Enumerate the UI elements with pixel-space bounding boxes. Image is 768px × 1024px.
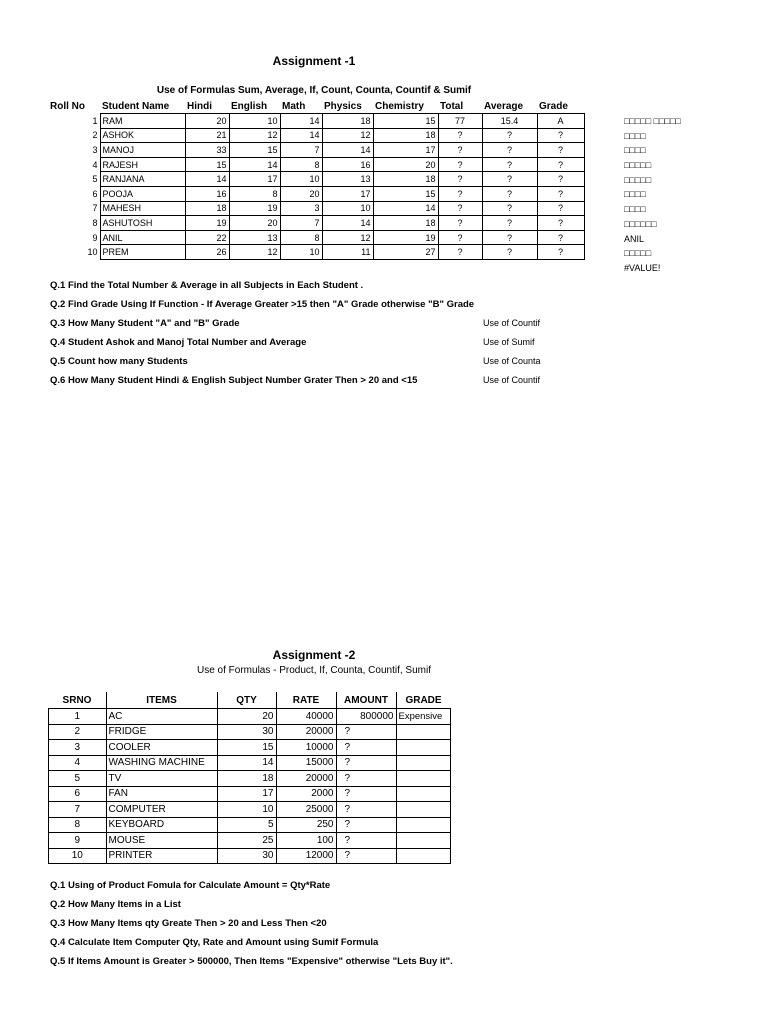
table-cell: ?: [482, 186, 537, 201]
header-math: Math: [282, 100, 306, 112]
table-cell: ?: [438, 143, 482, 158]
table-cell: 13: [229, 230, 280, 245]
table-cell: 100: [276, 833, 336, 849]
table-cell: 5: [49, 771, 107, 787]
table-cell: ?: [336, 740, 396, 756]
table-cell: ?: [336, 802, 396, 818]
table-cell: PRINTER: [106, 848, 217, 864]
table-cell: ?: [482, 245, 537, 260]
table-cell: 9: [92, 232, 98, 243]
table-cell: 5: [217, 817, 276, 833]
question: Q.3 How Many Items qty Greate Then > 20 and Less Then <20: [50, 918, 327, 929]
formula-note: Use of Sumif: [483, 337, 535, 347]
table-row: [48, 143, 584, 158]
table-cell: PREM: [100, 245, 185, 260]
table-cell: 18: [217, 771, 276, 787]
table-cell: ASHUTOSH: [100, 216, 185, 231]
formula-note: Use of Countif: [483, 375, 541, 385]
table-row: [49, 724, 451, 740]
table-row: [48, 245, 584, 260]
table-cell: 20000: [276, 771, 336, 787]
header-student-name: Student Name: [102, 100, 170, 112]
table-cell: ?: [482, 216, 537, 231]
table-cell: 14: [373, 201, 438, 216]
table-cell: [396, 755, 451, 771]
table-cell: 16: [322, 157, 373, 172]
table-cell: ?: [336, 724, 396, 740]
header-grade: GRADE: [396, 692, 451, 709]
table-cell: 1: [92, 115, 98, 126]
table-cell: 17: [322, 186, 373, 201]
table-cell: 7: [92, 203, 98, 214]
side-column: [624, 116, 681, 275]
question: Q.5 Count how many Students: [50, 356, 188, 367]
table-cell: 5: [92, 174, 98, 185]
table-row: [48, 128, 584, 143]
table-cell: 20: [217, 709, 276, 725]
table-cell: ?: [482, 172, 537, 187]
table-cell: 7: [280, 143, 322, 158]
table-cell: COOLER: [106, 740, 217, 756]
table-row: [48, 186, 584, 201]
assignment1-subtitle: Use of Formulas Sum, Average, If, Count, Counta, Countif & Sumif: [156, 85, 472, 96]
table-cell: 17: [229, 172, 280, 187]
side-cell: □□□□□□: [624, 218, 657, 229]
table-cell: ?: [336, 786, 396, 802]
table-cell: 8: [49, 817, 107, 833]
table-cell: 7: [280, 216, 322, 231]
table-cell: 22: [185, 230, 229, 245]
table-cell: A: [537, 114, 584, 129]
table-cell: 8: [280, 157, 322, 172]
side-cell: □□□□□: [624, 248, 652, 259]
table-cell: MANOJ: [100, 143, 185, 158]
table-cell: 17: [373, 143, 438, 158]
table-cell: 10: [49, 848, 107, 864]
table-row: [49, 771, 451, 787]
table-cell: 25000: [276, 802, 336, 818]
table-cell: 19: [185, 216, 229, 231]
table-row: [48, 230, 584, 245]
table-cell: 7: [49, 802, 107, 818]
table-cell: 16: [185, 186, 229, 201]
side-cell: ANIL: [624, 233, 645, 244]
table-row: [49, 817, 451, 833]
table-cell: 800000: [336, 709, 396, 725]
question: Q.2 Find Grade Using If Function - If Average Greater >15 then "A" Grade otherwise "B" Grade: [50, 299, 475, 310]
table-cell: 15000: [276, 755, 336, 771]
header-english: English: [231, 100, 268, 112]
side-cell: □□□□□: [624, 174, 652, 185]
table-cell: 19: [229, 201, 280, 216]
table-cell: [396, 802, 451, 818]
assignment2-title: Assignment -2: [272, 648, 356, 662]
table-cell: POOJA: [100, 186, 185, 201]
table-cell: 26: [185, 245, 229, 260]
table-cell: [396, 771, 451, 787]
table-cell: 18: [373, 172, 438, 187]
table-cell: 9: [49, 833, 107, 849]
header-items: ITEMS: [106, 692, 217, 709]
table-cell: [396, 833, 451, 849]
table-cell: KEYBOARD: [106, 817, 217, 833]
table-cell: 12: [229, 128, 280, 143]
question: Q.1 Find the Total Number & Average in all Subjects in Each Student .: [50, 280, 364, 291]
table-cell: 14: [280, 128, 322, 143]
header-srno: SRNO: [49, 692, 107, 709]
table-cell: 20000: [276, 724, 336, 740]
side-cell: □□□□□: [624, 160, 652, 171]
table-cell: 14: [217, 755, 276, 771]
table-cell: [396, 740, 451, 756]
table-cell: 1: [49, 709, 107, 725]
table-cell: ?: [438, 172, 482, 187]
question: Q.4 Student Ashok and Manoj Total Number and Average: [50, 337, 307, 348]
side-cell: □□□□: [624, 130, 646, 141]
table-cell: 14: [280, 114, 322, 129]
table-cell: 12: [229, 245, 280, 260]
table-row: [49, 848, 451, 864]
table-cell: ?: [537, 245, 584, 260]
table-cell: 33: [185, 143, 229, 158]
table-row: [48, 216, 584, 231]
table-cell: 14: [185, 172, 229, 187]
table-cell: 3: [49, 740, 107, 756]
table-header-row: [49, 692, 451, 709]
table-cell: 20: [373, 157, 438, 172]
table-cell: 11: [322, 245, 373, 260]
table-cell: ?: [537, 230, 584, 245]
table-cell: 10: [229, 114, 280, 129]
table-row: [49, 709, 451, 725]
table-cell: [396, 817, 451, 833]
table-cell: 20: [229, 216, 280, 231]
table-row: [49, 755, 451, 771]
table-cell: AC: [106, 709, 217, 725]
header-qty: QTY: [217, 692, 276, 709]
assignment2-subtitle: Use of Formulas - Product, If, Counta, Countif, Sumif: [197, 665, 431, 676]
table-cell: 77: [438, 114, 482, 129]
table-cell: ?: [537, 143, 584, 158]
table-cell: ?: [537, 201, 584, 216]
table-cell: 18: [373, 128, 438, 143]
question: Q.2 How Many Items in a List: [50, 899, 181, 910]
table-cell: ?: [482, 128, 537, 143]
table-cell: 10: [322, 201, 373, 216]
header-chemistry: Chemistry: [375, 100, 424, 112]
table-cell: 30: [217, 848, 276, 864]
question: Q.3 How Many Student "A" and "B" Grade: [50, 318, 240, 329]
table-cell: 2: [92, 130, 98, 141]
header-amount: AMOUNT: [336, 692, 396, 709]
table-cell: ?: [438, 230, 482, 245]
table-cell: 14: [322, 143, 373, 158]
header-roll-no: Roll No: [50, 100, 85, 112]
table-cell: 15.4: [482, 114, 537, 129]
table-row: [48, 201, 584, 216]
formula-note: Use of Countif: [483, 318, 541, 328]
side-cell: #VALUE!: [624, 262, 661, 273]
header-average: Average: [484, 100, 524, 112]
table-cell: 12: [322, 128, 373, 143]
table-cell: 20: [185, 114, 229, 129]
table-cell: RAJESH: [100, 157, 185, 172]
table-cell: 10000: [276, 740, 336, 756]
side-cell: □□□□: [624, 145, 646, 156]
table-cell: ?: [336, 833, 396, 849]
table-cell: 27: [373, 245, 438, 260]
table-cell: 8: [280, 230, 322, 245]
table-cell: 3: [280, 201, 322, 216]
table-cell: [396, 848, 451, 864]
side-cell: □□□□: [624, 204, 646, 215]
table-cell: 15: [217, 740, 276, 756]
side-cell: □□□□□ □□□□□: [624, 116, 681, 126]
table-cell: ASHOK: [100, 128, 185, 143]
table-cell: 10: [87, 247, 98, 258]
table-cell: ?: [537, 186, 584, 201]
table-cell: 6: [49, 786, 107, 802]
table-cell: 18: [322, 114, 373, 129]
table-cell: ?: [336, 817, 396, 833]
table-cell: 13: [322, 172, 373, 187]
table-cell: COMPUTER: [106, 802, 217, 818]
assignment1-table: [48, 99, 585, 260]
question: Q.4 Calculate Item Computer Qty, Rate and Amount using Sumif Formula: [50, 937, 379, 948]
table-cell: 4: [92, 159, 98, 170]
table-cell: ?: [438, 245, 482, 260]
table-cell: ?: [438, 201, 482, 216]
table-cell: 20: [280, 186, 322, 201]
table-cell: 3: [92, 144, 98, 155]
table-cell: 8: [229, 186, 280, 201]
table-cell: 4: [49, 755, 107, 771]
table-row: [48, 172, 584, 187]
table-cell: ?: [438, 128, 482, 143]
table-cell: 12: [322, 230, 373, 245]
table-cell: 15: [229, 143, 280, 158]
table-cell: ?: [482, 157, 537, 172]
table-cell: 15: [373, 114, 438, 129]
table-cell: ?: [438, 157, 482, 172]
table-cell: 250: [276, 817, 336, 833]
header-rate: RATE: [276, 692, 336, 709]
table-cell: ?: [482, 230, 537, 245]
question: Q.6 How Many Student Hindi & English Subject Number Grater Then > 20 and <15: [50, 375, 418, 386]
table-cell: 10: [280, 245, 322, 260]
table-cell: MAHESH: [100, 201, 185, 216]
table-cell: 15: [185, 157, 229, 172]
table-cell: 2: [49, 724, 107, 740]
table-cell: MOUSE: [106, 833, 217, 849]
header-physics: Physics: [324, 100, 362, 112]
table-cell: 2000: [276, 786, 336, 802]
table-cell: 19: [373, 230, 438, 245]
table-cell: ?: [537, 216, 584, 231]
table-cell: 40000: [276, 709, 336, 725]
table-cell: RAM: [100, 114, 185, 129]
header-grade: Grade: [539, 100, 568, 112]
assignment2-table: [48, 692, 451, 864]
table-cell: ANIL: [100, 230, 185, 245]
table-row: [49, 802, 451, 818]
table-cell: 18: [185, 201, 229, 216]
table-cell: 17: [217, 786, 276, 802]
header-hindi: Hindi: [187, 100, 212, 112]
table-cell: ?: [438, 186, 482, 201]
table-cell: ?: [336, 755, 396, 771]
table-row: [48, 114, 584, 129]
table-cell: FRIDGE: [106, 724, 217, 740]
table-cell: 10: [217, 802, 276, 818]
table-cell: RANJANA: [100, 172, 185, 187]
formula-note: Use of Counta: [483, 356, 541, 366]
table-cell: 12000: [276, 848, 336, 864]
table-cell: WASHING MACHINE: [106, 755, 217, 771]
table-cell: 25: [217, 833, 276, 849]
table-cell: [396, 786, 451, 802]
table-cell: 10: [280, 172, 322, 187]
table-cell: 18: [373, 216, 438, 231]
table-cell: Expensive: [396, 709, 451, 725]
table-cell: 14: [229, 157, 280, 172]
table-cell: ?: [537, 157, 584, 172]
table-cell: ?: [336, 771, 396, 787]
assignment1-title: Assignment -1: [272, 54, 356, 68]
table-header-row: [48, 99, 584, 114]
side-cell: □□□□: [624, 189, 646, 200]
table-cell: [396, 724, 451, 740]
table-cell: TV: [106, 771, 217, 787]
table-row: [49, 833, 451, 849]
question: Q.5 If Items Amount is Greater > 500000, Then Items "Expensive" otherwise "Lets Buy it".: [50, 956, 453, 967]
table-cell: 15: [373, 186, 438, 201]
table-cell: ?: [482, 143, 537, 158]
table-cell: ?: [537, 128, 584, 143]
table-cell: ?: [438, 216, 482, 231]
table-row: [48, 157, 584, 172]
table-cell: 14: [322, 216, 373, 231]
question: Q.1 Using of Product Fomula for Calculate Amount = Qty*Rate: [50, 880, 331, 891]
table-cell: 8: [92, 217, 98, 228]
table-row: [49, 786, 451, 802]
table-cell: ?: [482, 201, 537, 216]
table-cell: 30: [217, 724, 276, 740]
header-total: Total: [440, 100, 464, 112]
table-cell: ?: [537, 172, 584, 187]
table-cell: ?: [336, 848, 396, 864]
table-cell: 21: [185, 128, 229, 143]
table-row: [49, 740, 451, 756]
table-cell: 6: [92, 188, 98, 199]
table-cell: FAN: [106, 786, 217, 802]
